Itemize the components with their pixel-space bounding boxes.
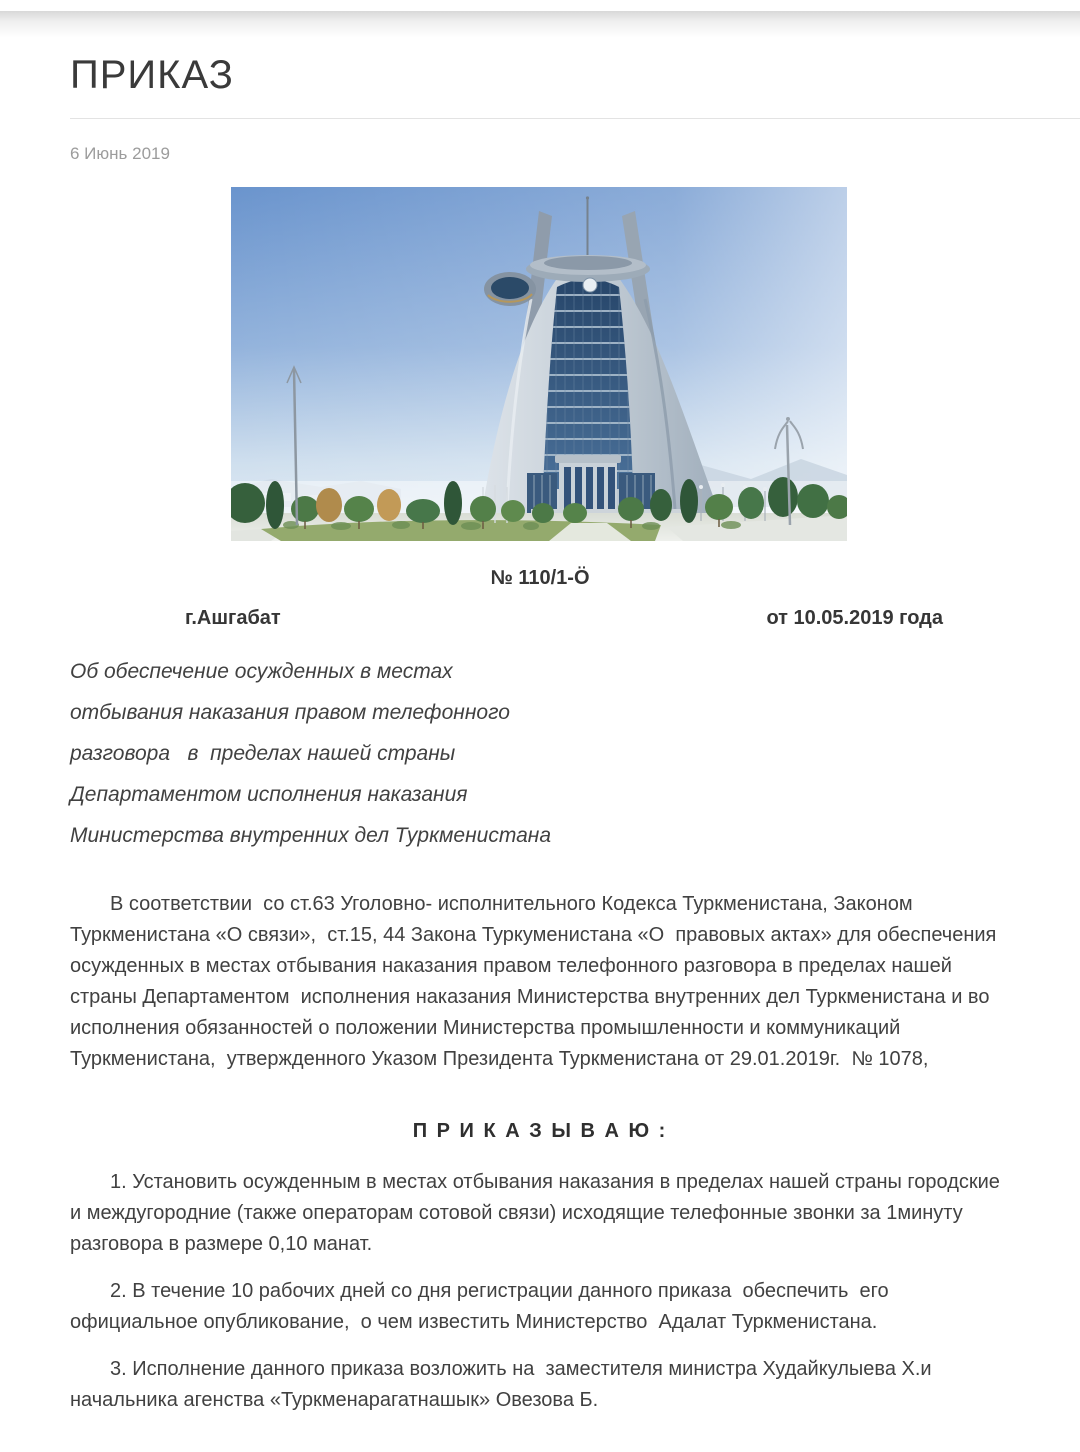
subject-line-2: отбывания наказания правом телефонного — [70, 701, 510, 725]
directive-heading: П Р И К А З Ы В А Ю : — [412, 1120, 668, 1143]
building-photo — [231, 187, 847, 541]
subject-line-1: Об обеспечение осужденных в местах — [70, 660, 453, 684]
post-date: 6 Июнь 2019 — [70, 144, 170, 163]
subject-line-4: Департаментом исполнения наказания — [70, 783, 468, 807]
order-item-1: 1. Установить осужденным в местах отбывания наказания в пределах нашей страны городские и междугородние (также операторам сотовой связи) исходящие телефонные звонки за 1минуту разговора в размере 0,10 манат. — [70, 1171, 1012, 1256]
order-place: г.Ашгабат — [185, 607, 281, 630]
order-subject — [70, 651, 1010, 856]
order-preamble: В соответствии со ст.63 Уголовно- исполнительного Кодекса Туркменистана, Законом Туркменистана «О связи», ст.15, 44 Закона Туркуменистана «О правовых актах» для обеспечения осужденных в местах отбывания наказания правом телефонного разговора в пределах нашей страны Департаментом исполнения наказания Министерства внутренних дел Туркменистана и во исполнения обязанностей о положении Министерства промышленности и коммуникаций Туркменистана, утвержденного Указом Президента Туркменистана от 29.01.2019г. № 1078, — [70, 893, 1008, 1071]
building-photo-illustration — [231, 187, 847, 541]
order-item-3: 3. Исполнение данного приказа возложить на заместителя министра Худайкулыева Х.и начальника агенства «Туркменарагатнашык» Овезова Б. — [70, 1358, 938, 1412]
subject-line-5: Министерства внутренних дел Туркменистана — [70, 824, 552, 848]
order-item-2: 2. В течение 10 рабочих дней со дня регистрации данного приказа обеспечить его официальное опубликование, о чем известить Министерство Адалат Туркменистана. — [70, 1280, 895, 1334]
order-number: № 110/1-Ö — [490, 567, 590, 590]
page-title: ПРИКАЗ — [70, 53, 234, 97]
place-date-row — [70, 607, 1010, 630]
order-issue-date: от 10.05.2019 года — [766, 607, 943, 630]
title-divider — [70, 118, 1080, 119]
subject-line-3: разговора в пределах нашей страны — [70, 742, 456, 766]
